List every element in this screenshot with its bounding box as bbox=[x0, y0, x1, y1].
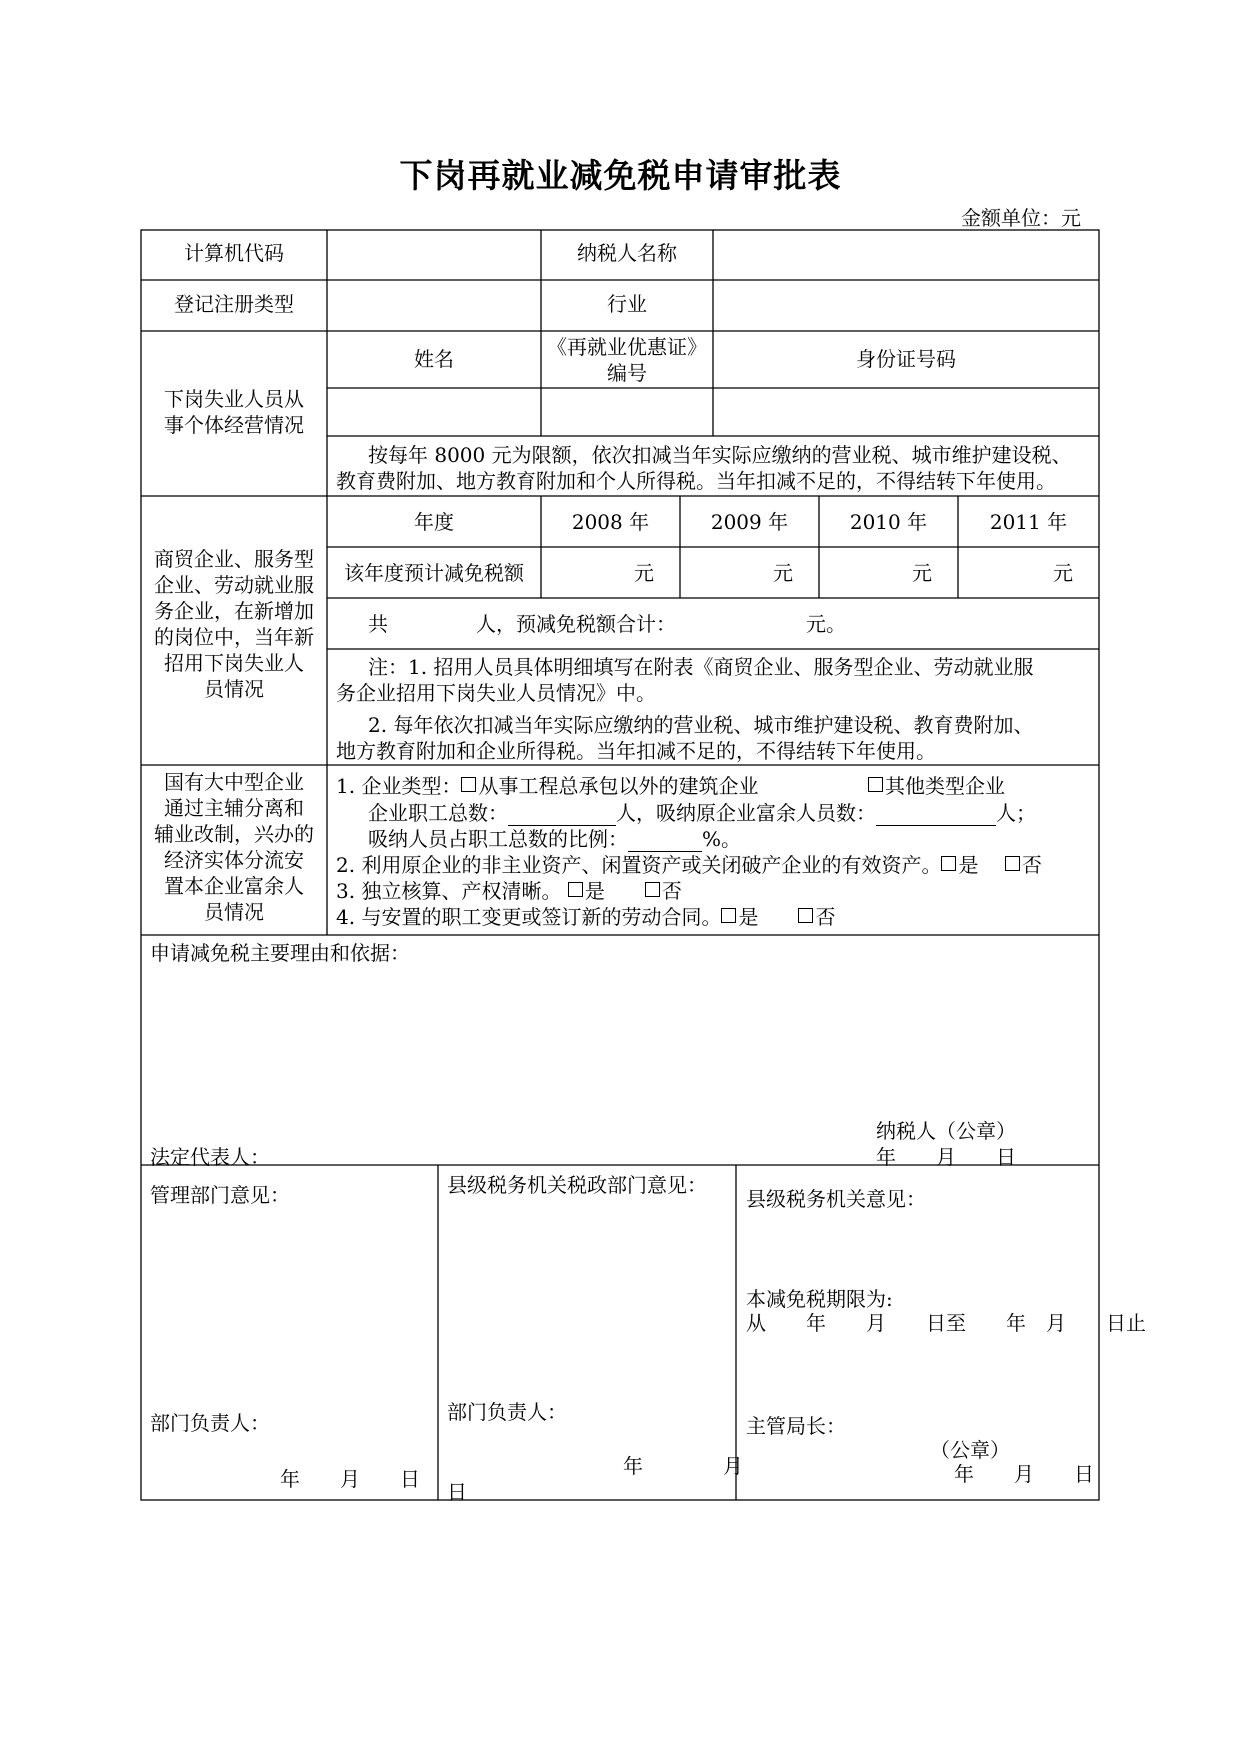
item2-row bbox=[336, 852, 1042, 878]
mgmt-opinion-label: 管理部门意见： bbox=[150, 1183, 290, 1207]
enterprise-type-label: 1. 企业类型： bbox=[336, 774, 462, 798]
county-opinion-label: 县级税务机关意见： bbox=[746, 1187, 926, 1211]
section2-label-line: 员情况 bbox=[204, 677, 264, 701]
ratio-row bbox=[368, 826, 741, 852]
section1-label-line2: 事个体经营情况 bbox=[164, 413, 304, 437]
dept-head-label-2: 部门负责人： bbox=[447, 1400, 567, 1424]
item4-row bbox=[336, 904, 835, 930]
staff-total-field[interactable] bbox=[508, 805, 616, 826]
option-other-type-label: 其他类型企业 bbox=[885, 774, 1005, 798]
checkbox-construction[interactable] bbox=[461, 777, 476, 792]
total-amount-field[interactable] bbox=[700, 604, 800, 644]
section3-label-line: 置本企业富余人 bbox=[164, 874, 304, 898]
section3-label-line: 通过主辅分离和 bbox=[164, 796, 304, 820]
no-label: 否 bbox=[815, 905, 836, 929]
computer-code-field[interactable] bbox=[327, 230, 541, 280]
section2-label-line: 商贸企业、服务型 bbox=[154, 547, 314, 571]
section2-note1-line2: 务企业招用下岗失业人员情况》中。 bbox=[336, 681, 656, 705]
county-policy-date: 年 月 bbox=[623, 1454, 743, 1478]
section3-label-line: 辅业改制，兴办的 bbox=[154, 822, 314, 846]
label-industry: 行业 bbox=[607, 292, 647, 316]
yuan-unit: 元 bbox=[912, 561, 932, 585]
staff-total-label: 企业职工总数： bbox=[368, 801, 508, 825]
county-policy-date-day: 日 bbox=[447, 1480, 467, 1504]
cert-number-field[interactable] bbox=[541, 388, 713, 436]
item4-text: 4. 与安置的职工变更或签订新的劳动合同。 bbox=[336, 905, 722, 929]
item3-row bbox=[336, 878, 682, 904]
section3-label-line: 经济实体分流安 bbox=[164, 848, 304, 872]
total-prefix: 共 bbox=[368, 612, 388, 636]
yes-label: 是 bbox=[738, 905, 759, 929]
col-id-header: 身份证号码 bbox=[856, 347, 956, 371]
annual-amount-label: 该年度预计减免税额 bbox=[344, 561, 524, 585]
checkbox-item3-no[interactable] bbox=[645, 882, 660, 897]
id-number-field[interactable] bbox=[713, 388, 1099, 436]
section3-label-line: 国有大中型企业 bbox=[164, 770, 304, 794]
taxpayer-seal-label: 纳税人（公章） bbox=[876, 1119, 1016, 1143]
checkbox-item2-yes[interactable] bbox=[941, 856, 956, 871]
ratio-field[interactable] bbox=[628, 831, 702, 852]
mgmt-date: 年 月 日 bbox=[280, 1467, 420, 1491]
no-label: 否 bbox=[661, 879, 682, 903]
section1-note-line2: 教育费附加、地方教育附加和个人所得税。当年扣减不足的，不得结转下年使用。 bbox=[336, 469, 1056, 493]
label-taxpayer-name: 纳税人名称 bbox=[577, 241, 677, 265]
enterprise-type-other bbox=[868, 773, 1005, 799]
section1-label bbox=[141, 386, 327, 438]
checkbox-item4-no[interactable] bbox=[798, 908, 813, 923]
col-cert-header-line1: 《再就业优惠证》 bbox=[547, 335, 707, 359]
reason-label: 申请减免税主要理由和依据： bbox=[150, 941, 410, 965]
reason-date: 年 月 日 bbox=[876, 1145, 1016, 1169]
staff-row-end: 人； bbox=[996, 801, 1036, 825]
amount-2008-field[interactable] bbox=[541, 547, 680, 598]
option-construction-label: 从事工程总承包以外的建筑企业 bbox=[478, 774, 759, 798]
yuan-unit: 元 bbox=[634, 561, 654, 585]
label-computer-code: 计算机代码 bbox=[184, 241, 284, 265]
county-policy-opinion-label: 县级税务机关税政部门意见： bbox=[447, 1173, 707, 1197]
total-suffix: 元。 bbox=[806, 612, 846, 636]
section2-note2-line1: 2. 每年依次扣减当年实际应缴纳的营业税、城市维护建设税、教育费附加、 bbox=[368, 713, 1034, 737]
period-range: 从 年 月 日至 年 月 日止 bbox=[746, 1311, 1146, 1335]
yes-label: 是 bbox=[958, 853, 979, 877]
section1-note-line1: 按每年 8000 元为限额，依次扣减当年实际应缴纳的营业税、城市维护建设税、 bbox=[368, 443, 1072, 467]
year-2009: 2009 年 bbox=[710, 510, 789, 534]
section2-label-line: 务企业，在新增加 bbox=[154, 599, 314, 623]
dept-head-label: 部门负责人： bbox=[150, 1411, 270, 1435]
label-registration-type: 登记注册类型 bbox=[174, 292, 294, 316]
section2-label-line: 招用下岗失业人 bbox=[164, 651, 304, 675]
staff-row bbox=[368, 800, 1036, 826]
taxpayer-name-field[interactable] bbox=[713, 230, 1099, 280]
item2-text: 2. 利用原企业的非主业资产、闲置资产或关闭破产企业的有效资产。 bbox=[336, 853, 942, 877]
section3-label-line: 员情况 bbox=[204, 900, 264, 924]
staff-absorbed-label: 人，吸纳原企业富余人员数： bbox=[616, 801, 876, 825]
ratio-label: 吸纳人员占职工总数的比例： bbox=[368, 827, 628, 851]
staff-absorbed-field[interactable] bbox=[876, 805, 996, 826]
page-title: 下岗再就业减免税申请审批表 bbox=[399, 156, 842, 195]
person-name-field[interactable] bbox=[327, 388, 541, 436]
year-2011: 2011 年 bbox=[989, 510, 1068, 534]
checkbox-other-type[interactable] bbox=[868, 777, 883, 792]
col-cert-header bbox=[541, 334, 713, 386]
yuan-unit: 元 bbox=[1053, 561, 1073, 585]
checkbox-item3-yes[interactable] bbox=[568, 882, 583, 897]
registration-type-field[interactable] bbox=[327, 280, 541, 331]
ratio-end: %。 bbox=[702, 827, 742, 851]
yuan-unit: 元 bbox=[773, 561, 793, 585]
enterprise-type-row bbox=[336, 773, 758, 799]
section2-note2-line2: 地方教育附加和企业所得税。当年扣减不足的，不得结转下年使用。 bbox=[336, 739, 936, 763]
section2-label-line: 企业、劳动就业服 bbox=[154, 573, 314, 597]
amount-2009-field[interactable] bbox=[680, 547, 819, 598]
year-header: 年度 bbox=[414, 510, 454, 534]
county-date: 年 月 日 bbox=[954, 1462, 1094, 1486]
seal-label: （公章） bbox=[930, 1438, 1010, 1462]
legal-rep-label: 法定代表人： bbox=[150, 1145, 270, 1169]
col-name-header: 姓名 bbox=[414, 347, 454, 371]
checkbox-item4-yes[interactable] bbox=[721, 908, 736, 923]
no-label: 否 bbox=[1021, 853, 1042, 877]
total-people-field[interactable] bbox=[402, 604, 472, 644]
section2-label bbox=[141, 546, 327, 702]
item3-text: 3. 独立核算、产权清晰。 bbox=[336, 879, 562, 903]
period-label: 本减免税期限为: bbox=[746, 1287, 893, 1311]
checkbox-item2-no[interactable] bbox=[1005, 856, 1020, 871]
section2-label-line: 的岗位中，当年新 bbox=[154, 625, 314, 649]
amount-unit-label: 金额单位：元 bbox=[961, 206, 1081, 230]
section3-label bbox=[141, 769, 327, 925]
col-cert-header-line2: 编号 bbox=[607, 361, 647, 385]
reason-text-area[interactable] bbox=[150, 966, 1090, 1116]
industry-field[interactable] bbox=[713, 280, 1099, 331]
amount-2010-field[interactable] bbox=[819, 547, 958, 598]
yes-label: 是 bbox=[584, 879, 605, 903]
section2-note1-line1: 注：1. 招用人员具体明细填写在附表《商贸企业、服务型企业、劳动就业服 bbox=[368, 655, 1034, 679]
year-2010: 2010 年 bbox=[849, 510, 928, 534]
director-label: 主管局长： bbox=[746, 1414, 846, 1438]
year-2008: 2008 年 bbox=[571, 510, 650, 534]
amount-2011-field[interactable] bbox=[958, 547, 1099, 598]
total-middle: 人，预减免税额合计： bbox=[476, 612, 676, 636]
section1-label-line1: 下岗失业人员从 bbox=[164, 387, 304, 411]
